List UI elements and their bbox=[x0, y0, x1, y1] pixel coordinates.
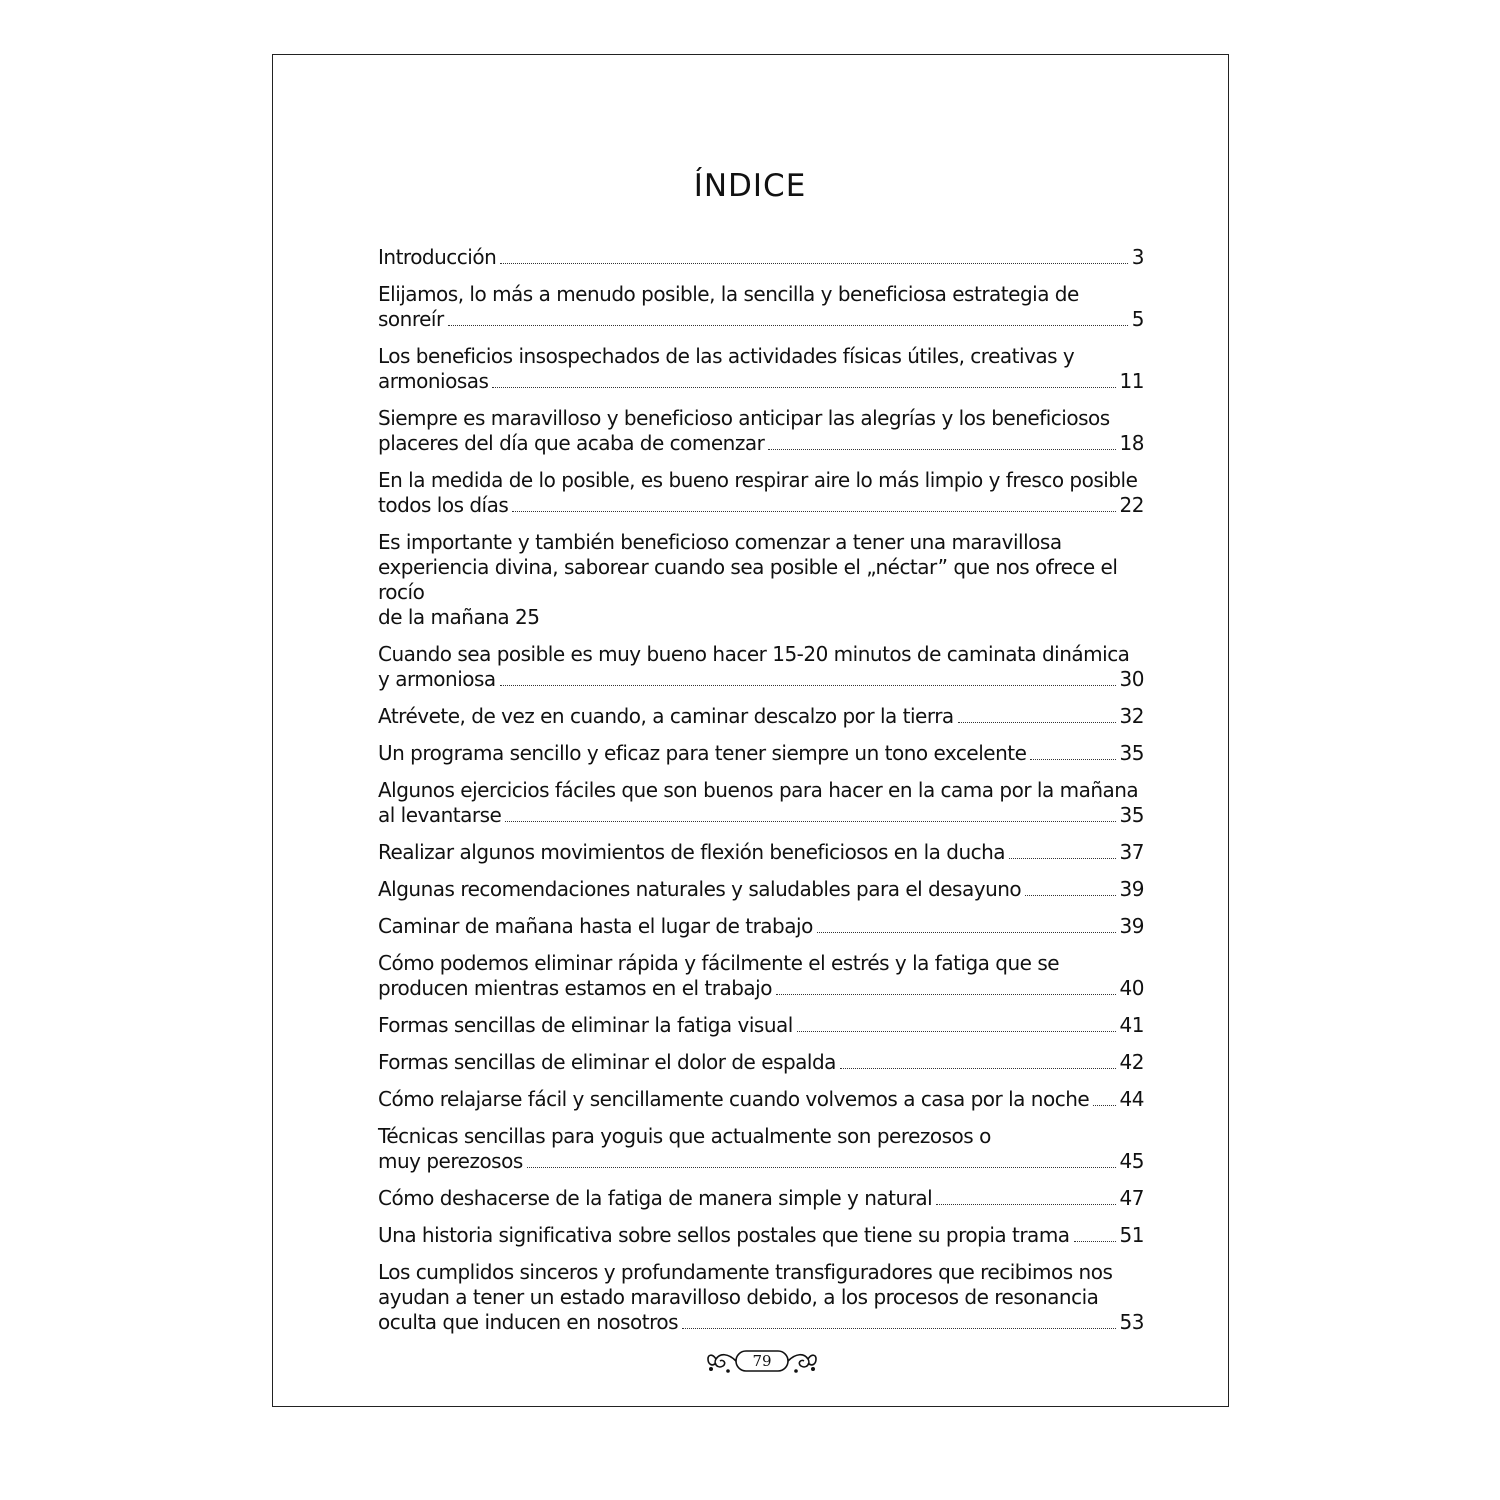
toc-entry-final-line bbox=[378, 877, 1144, 902]
toc-entry-title: al levantarse bbox=[378, 803, 502, 827]
toc-entry bbox=[378, 642, 1144, 692]
dot-leader bbox=[527, 1167, 1116, 1168]
toc-entry bbox=[378, 406, 1144, 456]
dot-leader bbox=[1009, 858, 1116, 859]
toc-page-number: 3 bbox=[1131, 245, 1144, 269]
toc-entry-final-line bbox=[378, 431, 1144, 456]
toc-entry-text-line: Los cumplidos sinceros y profundamente transfiguradores que recibimos nos bbox=[378, 1260, 1113, 1284]
toc-entry-final-line bbox=[378, 493, 1144, 518]
toc-page-number: 18 bbox=[1119, 431, 1144, 455]
toc-page-number: 51 bbox=[1119, 1223, 1144, 1247]
dot-leader bbox=[768, 449, 1115, 450]
toc-entry-text-line: Algunos ejercicios fáciles que son buenos para hacer en la cama por la mañana bbox=[378, 778, 1139, 802]
toc-entry bbox=[378, 1013, 1144, 1038]
toc-page-number: 5 bbox=[1131, 307, 1144, 331]
toc-entry-title: Cómo relajarse fácil y sencillamente cuando volvemos a casa por la noche bbox=[378, 1087, 1090, 1111]
toc-page-number: 41 bbox=[1119, 1013, 1144, 1037]
toc-entry-final-line bbox=[378, 307, 1144, 332]
toc-entry-final-line bbox=[378, 1013, 1144, 1038]
toc-entry-final-line bbox=[378, 704, 1144, 729]
toc-entry-final-line bbox=[378, 741, 1144, 766]
toc-entry bbox=[378, 951, 1144, 1001]
toc-entry bbox=[378, 1087, 1144, 1112]
toc-page-number: 45 bbox=[1119, 1149, 1144, 1173]
toc-page-number: 32 bbox=[1119, 704, 1144, 728]
dot-leader bbox=[817, 932, 1116, 933]
toc-entry-final-line bbox=[378, 369, 1144, 394]
toc-entry-title: Formas sencillas de eliminar el dolor de espalda bbox=[378, 1050, 836, 1074]
toc-entry-text-line: Elijamos, lo más a menudo posible, la sencilla y beneficiosa estrategia de bbox=[378, 282, 1079, 306]
dot-leader bbox=[682, 1328, 1115, 1329]
page-title: ÍNDICE bbox=[693, 168, 807, 204]
toc-entry-final-line bbox=[378, 1223, 1144, 1248]
table-of-contents bbox=[378, 245, 1144, 1347]
toc-entry-title: Atrévete, de vez en cuando, a caminar descalzo por la tierra bbox=[378, 704, 954, 728]
dot-leader bbox=[776, 994, 1116, 995]
toc-entry-final-line bbox=[378, 1087, 1144, 1112]
dot-leader bbox=[505, 821, 1115, 822]
toc-page-number: 35 bbox=[1119, 741, 1144, 765]
toc-entry-final-line bbox=[378, 667, 1144, 692]
toc-entry-title: sonreír bbox=[378, 307, 444, 331]
toc-entry bbox=[378, 1260, 1144, 1335]
toc-entry-title: Algunas recomendaciones naturales y saludables para el desayuno bbox=[378, 877, 1022, 901]
toc-entry-title: muy perezosos bbox=[378, 1149, 523, 1173]
dot-leader bbox=[500, 263, 1127, 264]
toc-page-number: 53 bbox=[1119, 1310, 1144, 1334]
toc-entry-text-line: Cuando sea posible es muy bueno hacer 15-20 minutos de caminata dinámica bbox=[378, 642, 1130, 666]
toc-entry-text-line: Siempre es maravilloso y beneficioso anticipar las alegrías y los beneficiosos bbox=[378, 406, 1110, 430]
toc-entry-final-line bbox=[378, 1050, 1144, 1075]
dot-leader bbox=[448, 325, 1128, 326]
toc-entry-text-line: Técnicas sencillas para yoguis que actualmente son perezosos o bbox=[378, 1124, 991, 1148]
toc-entry-title: Realizar algunos movimientos de flexión beneficiosos en la ducha bbox=[378, 840, 1006, 864]
toc-entry-title: Un programa sencillo y eficaz para tener siempre un tono excelente bbox=[378, 741, 1027, 765]
dot-leader bbox=[512, 511, 1115, 512]
toc-entry bbox=[378, 704, 1144, 729]
toc-entry-final-line bbox=[378, 245, 1144, 270]
toc-entry bbox=[378, 344, 1144, 394]
toc-page-number: 39 bbox=[1119, 914, 1144, 938]
toc-page-number: 44 bbox=[1119, 1087, 1144, 1111]
dot-leader bbox=[1030, 759, 1115, 760]
toc-entry-title: Una historia significativa sobre sellos postales que tiene su propia trama bbox=[378, 1223, 1070, 1247]
dot-leader bbox=[1093, 1105, 1115, 1106]
page-number: 79 bbox=[752, 1352, 772, 1370]
dot-leader bbox=[1074, 1241, 1116, 1242]
toc-page-number: 35 bbox=[1119, 803, 1144, 827]
toc-entry-title: Introducción bbox=[378, 245, 497, 269]
toc-entry-text-line: Es importante y también beneficioso comenzar a tener una maravillosa bbox=[378, 530, 1062, 554]
toc-entry-title: armoniosas bbox=[378, 369, 489, 393]
toc-entry-final-line bbox=[378, 840, 1144, 865]
dot-leader bbox=[958, 722, 1116, 723]
page-footer bbox=[706, 1347, 818, 1377]
toc-entry-title: producen mientras estamos en el trabajo bbox=[378, 976, 772, 1000]
dot-leader bbox=[797, 1031, 1116, 1032]
toc-entry bbox=[378, 840, 1144, 865]
dot-leader bbox=[500, 685, 1116, 686]
toc-entry-title: Formas sencillas de eliminar la fatiga visual bbox=[378, 1013, 793, 1037]
dot-leader bbox=[1025, 895, 1115, 896]
toc-entry-text-line: Cómo podemos eliminar rápida y fácilmente el estrés y la fatiga que se bbox=[378, 951, 1060, 975]
toc-entry-title: todos los días bbox=[378, 493, 509, 517]
toc-entry-final-line bbox=[378, 1149, 1144, 1174]
toc-entry-final-line bbox=[378, 1186, 1144, 1211]
toc-entry bbox=[378, 530, 1144, 630]
toc-entry-final-line bbox=[378, 914, 1144, 939]
toc-entry-text-line: Los beneficios insospechados de las actividades físicas útiles, creativas y bbox=[378, 344, 1075, 368]
toc-entry bbox=[378, 741, 1144, 766]
toc-entry-title: placeres del día que acaba de comenzar bbox=[378, 431, 765, 455]
toc-page-number: 30 bbox=[1119, 667, 1144, 691]
toc-entry bbox=[378, 282, 1144, 332]
toc-entry bbox=[378, 914, 1144, 939]
dot-leader bbox=[492, 387, 1115, 388]
toc-page-number: 22 bbox=[1119, 493, 1144, 517]
dot-leader bbox=[840, 1068, 1116, 1069]
toc-entry bbox=[378, 778, 1144, 828]
toc-entry-final-line bbox=[378, 976, 1144, 1001]
toc-entry bbox=[378, 877, 1144, 902]
toc-entry-text-line: experiencia divina, saborear cuando sea posible el „néctar” que nos ofrece el rocío bbox=[378, 555, 1118, 604]
toc-entry-final-line bbox=[378, 803, 1144, 828]
toc-page-number: 40 bbox=[1119, 976, 1144, 1000]
toc-entry bbox=[378, 1124, 1144, 1174]
toc-entry bbox=[378, 1186, 1144, 1211]
dot-leader bbox=[936, 1204, 1115, 1205]
toc-page-number: 39 bbox=[1119, 877, 1144, 901]
toc-entry bbox=[378, 1223, 1144, 1248]
toc-page-number: 37 bbox=[1119, 840, 1144, 864]
toc-page-number: 11 bbox=[1119, 369, 1144, 393]
toc-entry bbox=[378, 245, 1144, 270]
toc-entry-title: Caminar de mañana hasta el lugar de trabajo bbox=[378, 914, 813, 938]
toc-entry bbox=[378, 468, 1144, 518]
toc-entry-text-line: ayudan a tener un estado maravilloso debido, a los procesos de resonancia bbox=[378, 1285, 1099, 1309]
toc-page-number: 42 bbox=[1119, 1050, 1144, 1074]
toc-entry-title: oculta que inducen en nosotros bbox=[378, 1310, 679, 1334]
toc-page-number: 47 bbox=[1119, 1186, 1144, 1210]
toc-entry-text-line: En la medida de lo posible, es bueno respirar aire lo más limpio y fresco posible bbox=[378, 468, 1138, 492]
toc-entry bbox=[378, 1050, 1144, 1075]
toc-entry-final-line bbox=[378, 1310, 1144, 1335]
toc-entry-title: Cómo deshacerse de la fatiga de manera simple y natural bbox=[378, 1186, 933, 1210]
toc-entry-title: y armoniosa bbox=[378, 667, 496, 691]
toc-entry-text-line: de la mañana 25 bbox=[378, 605, 540, 629]
